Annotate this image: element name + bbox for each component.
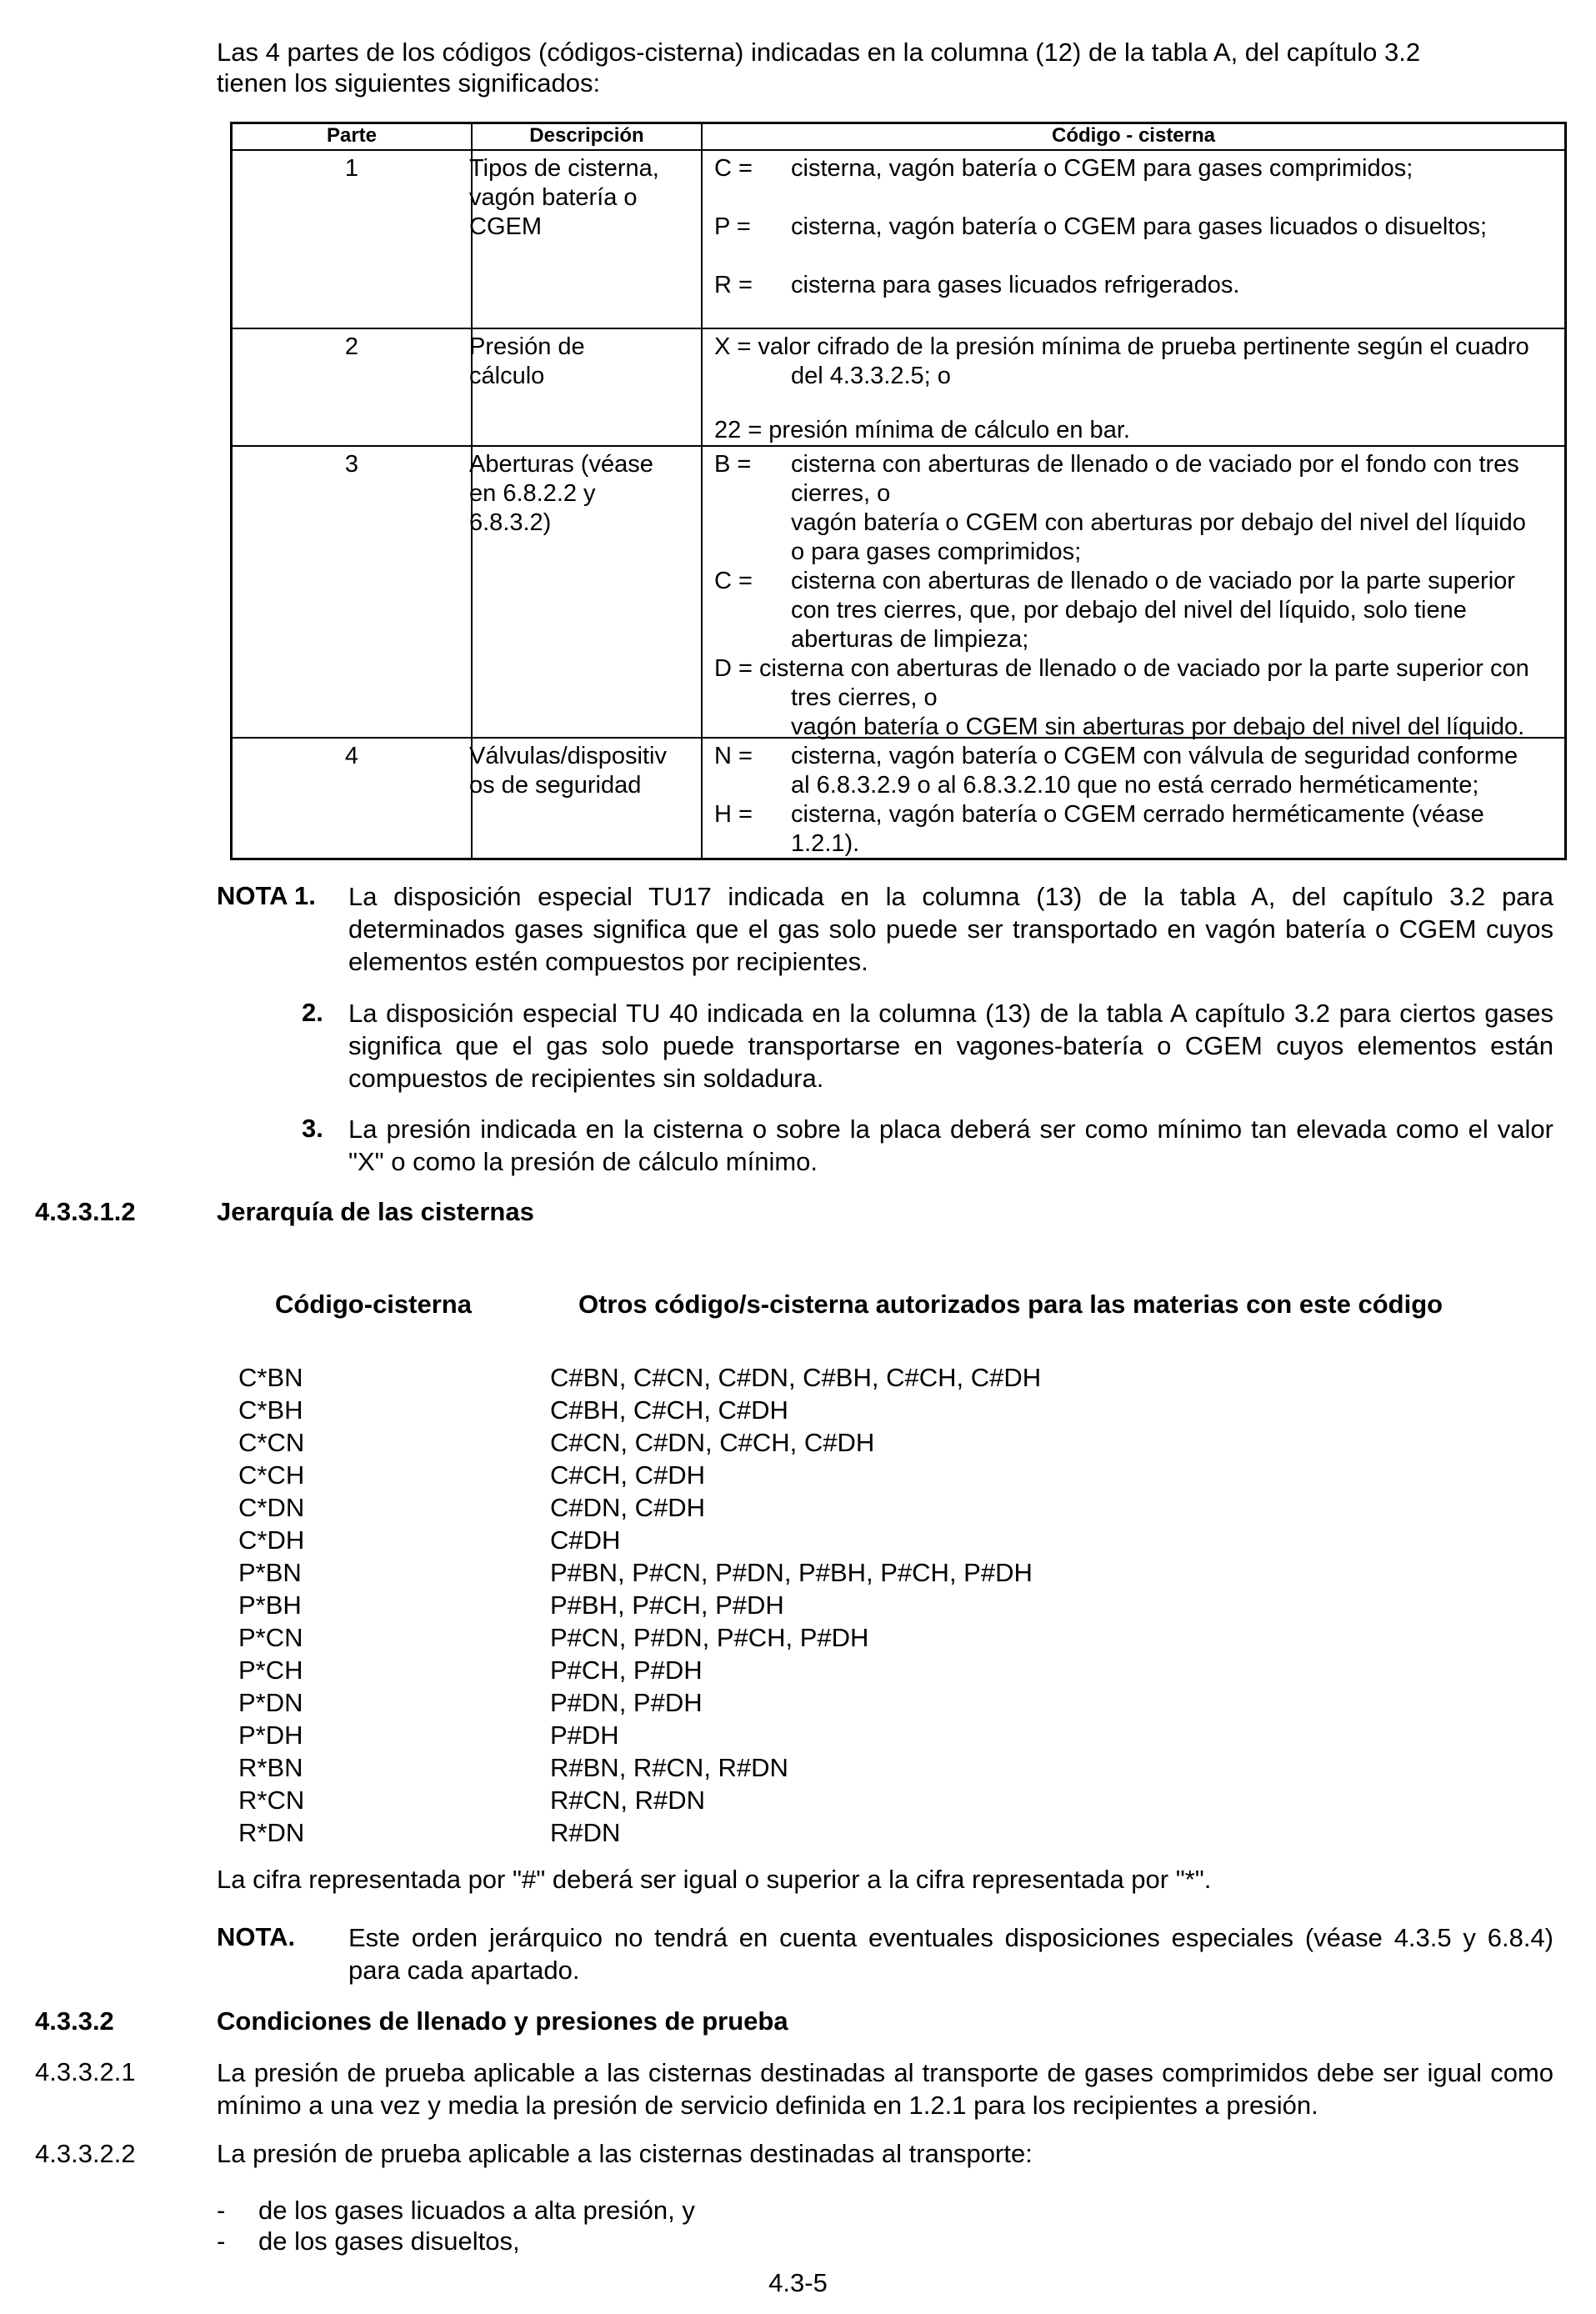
- hierarchy-code: P*DH: [238, 1720, 303, 1750]
- code-key: B =: [714, 451, 752, 478]
- code-line: cisterna con aberturas de llenado o de vaciado por el fondo con tres: [791, 451, 1519, 478]
- hierarchy-list: [0, 1362, 1596, 1862]
- code-value: cisterna para gases licuados refrigerados.: [791, 272, 1240, 298]
- hierarchy-others: R#DN: [550, 1818, 621, 1847]
- hierarchy-others: C#DN, C#DH: [550, 1493, 706, 1522]
- section-title: Condiciones de llenado y presiones de prueba: [217, 2006, 788, 2036]
- section-text: La presión de prueba aplicable a las cisternas destinadas al transporte:: [217, 2139, 1033, 2168]
- code-key: N =: [714, 743, 753, 769]
- hierarchy-row: [0, 1655, 1596, 1687]
- hierarchy-row: [0, 1395, 1596, 1427]
- desc-line: vagón batería o: [469, 184, 638, 211]
- desc-line: Presión de: [469, 333, 585, 360]
- hierarchy-row: [0, 1427, 1596, 1460]
- table-col-divider: [701, 124, 703, 858]
- code-key: C =: [714, 155, 753, 182]
- hierarchy-others: C#DH: [550, 1525, 621, 1555]
- intro-paragraph: [217, 37, 1567, 98]
- table-row-divider: [233, 445, 1564, 447]
- code-line: cisterna, vagón batería o CGEM con válvula de seguridad conforme: [791, 743, 1518, 769]
- hierarchy-others: P#BN, P#CN, P#DN, P#BH, P#CH, P#DH: [550, 1558, 1033, 1587]
- table-row-1-parte: 1: [344, 155, 359, 182]
- hierarchy-head-others: Otros código/s-cisterna autorizados para las materias con este código: [578, 1290, 1443, 1319]
- hierarchy-others: R#BN, R#CN, R#DN: [550, 1753, 788, 1782]
- desc-line: Válvulas/dispositiv: [469, 743, 667, 769]
- code-value: del 4.3.3.2.5; o: [791, 363, 951, 389]
- code-line: vagón batería o CGEM sin aberturas por debajo del nivel del líquido.: [791, 714, 1525, 740]
- table-header-descripcion: Descripción: [529, 124, 644, 147]
- hierarchy-others: P#DH: [550, 1720, 619, 1750]
- code-value: [791, 567, 1556, 654]
- hierarchy-code: C*DN: [238, 1493, 305, 1522]
- hierarchy-head-code: Código-cisterna: [275, 1290, 472, 1319]
- hierarchy-row: [0, 1785, 1596, 1817]
- tank-code-table: [230, 122, 1567, 860]
- desc-line: Tipos de cisterna,: [469, 155, 659, 182]
- table-row-2-parte: 2: [344, 333, 359, 360]
- hierarchy-others: C#CN, C#DN, C#CH, C#DH: [550, 1428, 875, 1457]
- note-3-text: La presión indicada en la cisterna o sobre la placa deberá ser como mínimo tan elevada como el valor "X" o como la presión de cálculo mínimo.: [348, 1114, 1553, 1176]
- table-header-divider: [233, 149, 1564, 151]
- note-1-text: La disposición especial TU17 indicada en la columna (13) de la tabla A, del capítulo 3.2 para determinados gases significa que el gas solo puede ser transportado en vagón batería o CGEM cuyos elementos estén compuestos por recipientes.: [348, 882, 1553, 976]
- table-row-1-desc: [469, 154, 659, 242]
- hierarchy-code: C*BN: [238, 1363, 303, 1392]
- table-row-3-desc: [469, 450, 653, 538]
- hierarchy-code: P*CH: [238, 1655, 303, 1685]
- hierarchy-code: R*DN: [238, 1818, 305, 1847]
- hierarchy-code: R*CN: [238, 1786, 305, 1815]
- note-1-label: NOTA 1.: [217, 881, 316, 910]
- table-row-4-desc: [469, 742, 667, 800]
- table-row-divider: [233, 328, 1564, 329]
- hierarchy-note-text: Este orden jerárquico no tendrá en cuenta eventuales disposiciones especiales (véase 4.3.5 y 6.8.4) para cada apartado.: [348, 1923, 1553, 1985]
- section-number: 4.3.3.2.2: [35, 2139, 136, 2168]
- note-2-text: La disposición especial TU 40 indicada en la columna (13) de la tabla A capítulo 3.2 para ciertos gases significa que el gas solo puede transportarse en vagones-batería o CGEM cuyos elementos están compuestos de recipientes sin soldadura.: [348, 999, 1553, 1093]
- desc-line: os de seguridad: [469, 772, 642, 799]
- code-key: C =: [714, 568, 753, 594]
- code-value: cisterna, vagón batería o CGEM para gases comprimidos;: [791, 155, 1413, 182]
- code-line: vagón batería o CGEM con aberturas por debajo del nivel del líquido: [791, 509, 1526, 536]
- code-key: 22 = presión mínima de cálculo en bar.: [714, 417, 1130, 443]
- code-key: D = cisterna con aberturas de llenado o de vaciado por la parte superior con: [714, 655, 1529, 682]
- hierarchy-row: [0, 1720, 1596, 1752]
- hierarchy-after-text: La cifra representada por "#" deberá ser igual o superior a la cifra representada por "*".: [217, 1865, 1212, 1894]
- code-line: cierres, o: [791, 480, 891, 507]
- desc-line: Aberturas (véase: [469, 451, 653, 478]
- note-2-label: 2.: [302, 998, 323, 1027]
- hierarchy-row: [0, 1590, 1596, 1622]
- hierarchy-code: C*CH: [238, 1460, 305, 1490]
- hierarchy-row: [0, 1752, 1596, 1785]
- hierarchy-row: [0, 1492, 1596, 1525]
- hierarchy-others: P#DN, P#DH: [550, 1688, 703, 1717]
- code-line: aberturas de limpieza;: [791, 626, 1029, 653]
- code-value: [791, 450, 1556, 567]
- code-line: cisterna, vagón batería o CGEM cerrado herméticamente (véase: [791, 801, 1484, 828]
- hierarchy-row: [0, 1817, 1596, 1850]
- code-key: X = valor cifrado de la presión mínima de prueba pertinente según el cuadro: [714, 333, 1529, 360]
- hierarchy-code: P*DN: [238, 1688, 303, 1717]
- hierarchy-others: C#CH, C#DH: [550, 1460, 706, 1490]
- hierarchy-row: [0, 1525, 1596, 1557]
- code-value: [791, 684, 1556, 742]
- hierarchy-row: [0, 1362, 1596, 1395]
- code-key: H =: [714, 801, 753, 828]
- dash-bullet: -: [217, 2226, 226, 2256]
- hierarchy-code: P*CN: [238, 1623, 303, 1652]
- list-item-text: de los gases disueltos,: [258, 2226, 520, 2256]
- code-value: cisterna, vagón batería o CGEM para gases licuados o disueltos;: [791, 213, 1488, 240]
- hierarchy-code: P*BH: [238, 1590, 302, 1620]
- dash-bullet: -: [217, 2196, 226, 2225]
- desc-line: 6.8.3.2): [469, 509, 552, 536]
- hierarchy-code: P*BN: [238, 1558, 302, 1587]
- hierarchy-code: C*DH: [238, 1525, 305, 1555]
- table-row-3-parte: 3: [344, 451, 359, 478]
- note-3-label: 3.: [302, 1114, 323, 1143]
- code-line: con tres cierres, que, por debajo del nivel del líquido, solo tiene: [791, 597, 1467, 624]
- code-key: P =: [714, 213, 751, 240]
- code-line: o para gases comprimidos;: [791, 538, 1082, 565]
- code-value: [791, 800, 1556, 859]
- hierarchy-row: [0, 1460, 1596, 1492]
- code-value: [791, 742, 1556, 800]
- hierarchy-row: [0, 1687, 1596, 1720]
- table-header-codigo: Código - cisterna: [1051, 124, 1216, 147]
- desc-line: en 6.8.2.2 y: [469, 480, 596, 507]
- hierarchy-row: [0, 1557, 1596, 1590]
- hierarchy-code: C*CN: [238, 1428, 305, 1457]
- hierarchy-others: C#BN, C#CN, C#DN, C#BH, C#CH, C#DH: [550, 1363, 1042, 1392]
- hierarchy-code: C*BH: [238, 1395, 303, 1425]
- table-row-2-desc: [469, 333, 585, 391]
- hierarchy-others: P#BH, P#CH, P#DH: [550, 1590, 784, 1620]
- code-key: R =: [714, 272, 753, 298]
- section-text: La presión de prueba aplicable a las cisternas destinadas al transporte de gases comprimidos debe ser igual como mínimo a una vez y media la presión de servicio definida en 1.2.1 para los recipientes a presión.: [217, 2058, 1553, 2120]
- code-line: tres cierres, o: [791, 684, 938, 711]
- table-header-parte: Parte: [326, 124, 378, 147]
- section-title: Jerarquía de las cisternas: [217, 1197, 534, 1226]
- hierarchy-others: P#CN, P#DN, P#CH, P#DH: [550, 1623, 869, 1652]
- desc-line: cálculo: [469, 363, 545, 389]
- hierarchy-row: [0, 1622, 1596, 1655]
- section-number: 4.3.3.1.2: [35, 1197, 136, 1226]
- hierarchy-others: R#CN, R#DN: [550, 1786, 706, 1815]
- hierarchy-others: P#CH, P#DH: [550, 1655, 703, 1685]
- hierarchy-others: C#BH, C#CH, C#DH: [550, 1395, 788, 1425]
- list-item-text: de los gases licuados a alta presión, y: [258, 2196, 695, 2225]
- intro-line-1: Las 4 partes de los códigos (códigos-cisterna) indicadas en la columna (12) de la tabla A, del capítulo 3.2: [217, 38, 1421, 67]
- section-number: 4.3.3.2.1: [35, 2057, 136, 2086]
- table-row-4-parte: 4: [344, 743, 359, 769]
- code-line: al 6.8.3.2.9 o al 6.8.3.2.10 que no está cerrado herméticamente;: [791, 772, 1479, 799]
- intro-line-2: tienen los siguientes significados:: [217, 68, 601, 98]
- hierarchy-note-label: NOTA.: [217, 1922, 296, 1951]
- page-number: 4.3-5: [768, 2268, 828, 2297]
- code-line: 1.2.1).: [791, 830, 860, 857]
- section-number: 4.3.3.2: [35, 2006, 114, 2036]
- hierarchy-code: R*BN: [238, 1753, 303, 1782]
- desc-line: CGEM: [469, 213, 542, 240]
- code-line: cisterna con aberturas de llenado o de vaciado por la parte superior: [791, 568, 1515, 594]
